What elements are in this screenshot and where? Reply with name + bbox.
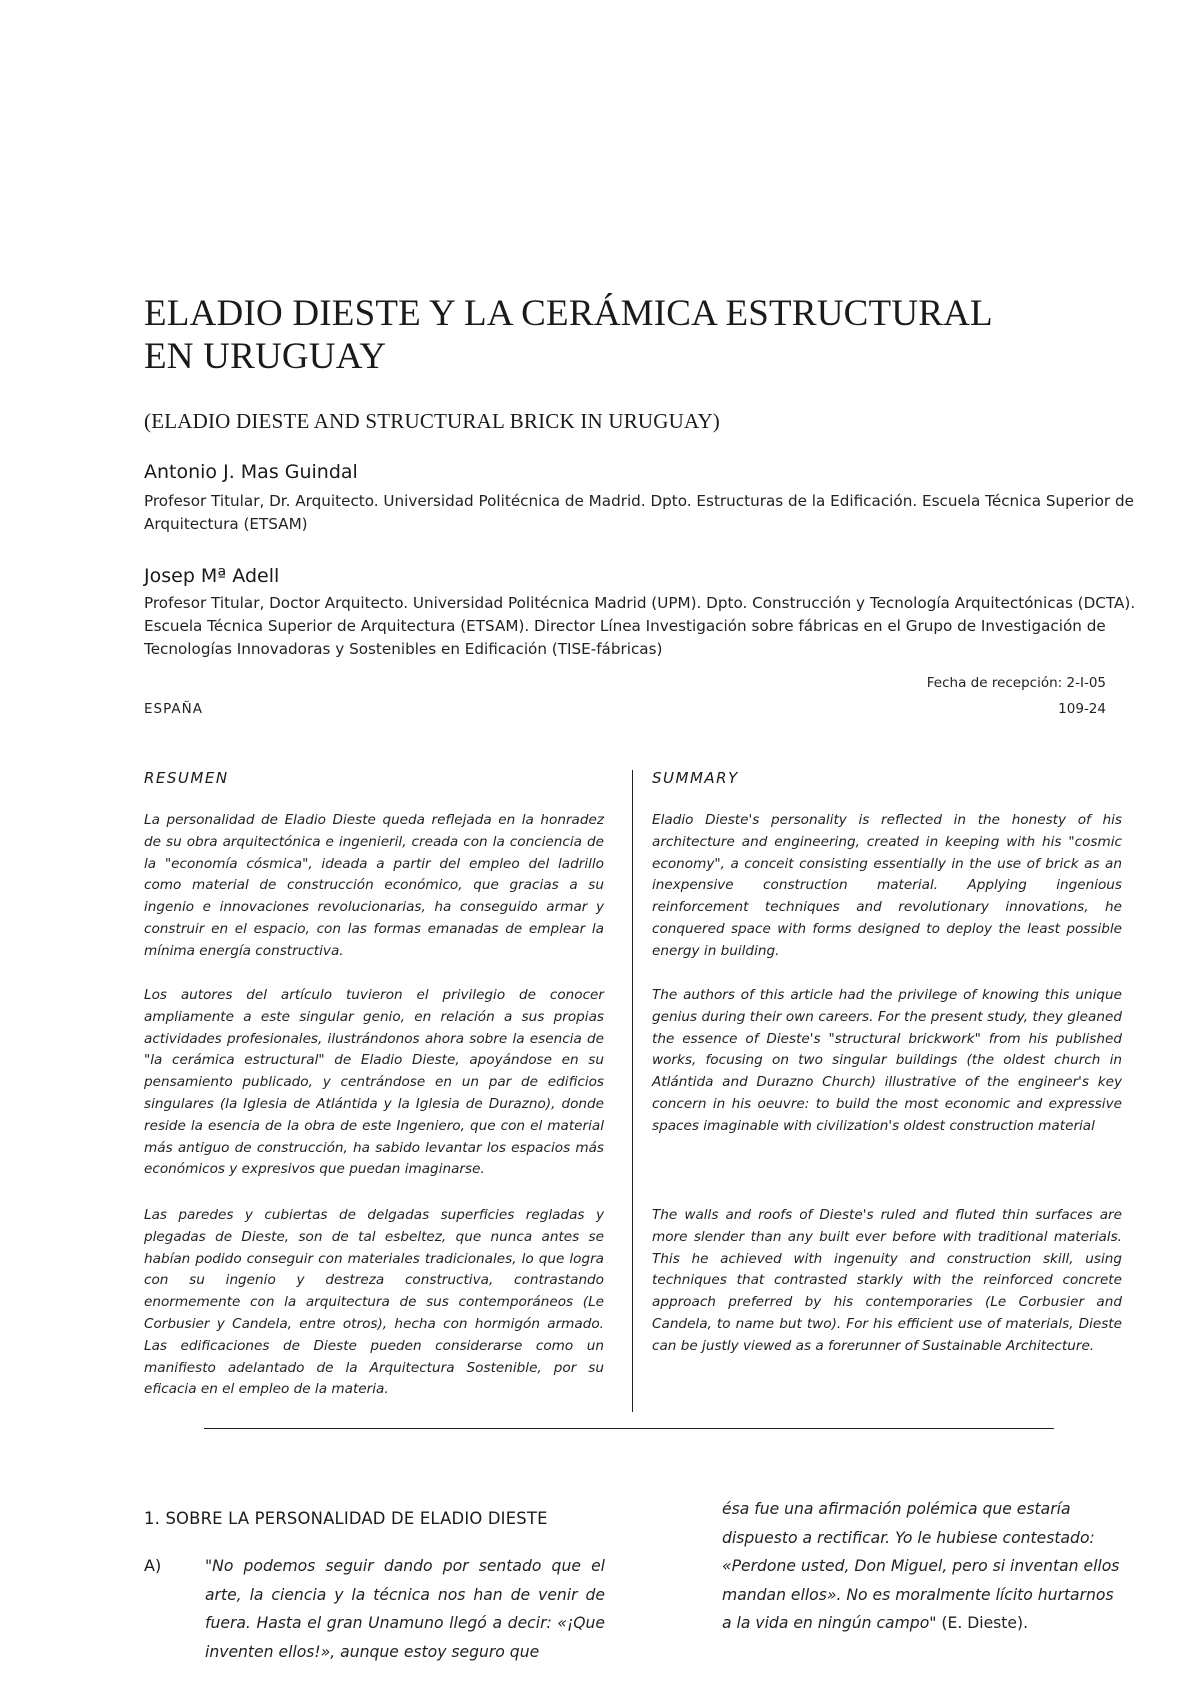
article-title	[144, 292, 1044, 378]
resumen-paragraph-2: Los autores del artículo tuvieron el privilegio de conocer ampliamente a este singular genio, en relación a sus propias actividades profesionales, ilustrándonos ahora sobre la esencia de "la cerámica estructural" de Eladio Dieste, apoyándose en su pensamiento publicado, y centrándose en un par de edificios singulares (la Iglesia de Atlántida y la Iglesia de Durazno), donde reside la esencia de la obra de este Ingeniero, que con el material más antiguo de construcción, ha sabido levantar los espacios más económicos y expresivos que puedan imaginarse.	[144, 987, 604, 1178]
author-affiliation-1: Profesor Titular, Dr. Arquitecto. Universidad Politécnica de Madrid. Dpto. Estructuras de la Edificación. Escuela Técnica Superior de Arquitectura (ETSAM)	[144, 492, 1134, 533]
summary-heading: SUMMARY	[652, 769, 739, 787]
resumen-paragraph-3: Las paredes y cubiertas de delgadas superficies regladas y plegadas de Dieste, son de tal esbeltez, que nunca antes se habían podido conseguir con materiales tradicionales, lo que logra con su ingenio y destreza constructiva, contrastando enormemente con la arquitectura de sus contemporáneos (Le Corbusier y Candela, entre otros), hecha con hormigón armado. Las edificaciones de Dieste pueden considerarse como un manifiesto adelantado de la Arquitectura Sostenible, por su eficacia en el empleo de la materia.	[144, 1207, 604, 1398]
horizontal-rule	[204, 1428, 1054, 1429]
received-date: Fecha de recepción: 2-I-05	[926, 675, 1106, 691]
section-heading: 1. SOBRE LA PERSONALIDAD DE ELADIO DIESTE	[144, 1509, 548, 1528]
resumen-heading: RESUMEN	[144, 769, 229, 787]
summary-paragraph-2: The authors of this article had the privilege of knowing this unique genius during their own careers. For the present study, they gleaned the essence of Dieste's "structural brickwork" from his published works, focusing on two singular buildings (the oldest church in Atlántida and Durazno Church) illustrative of the engineer's key concern in his oeuvre: to build the most economic and expressive spaces imaginable with civilization's oldest construction material	[652, 987, 1122, 1134]
title-line-2: EN URUGUAY	[144, 336, 387, 377]
quote-right	[722, 1495, 1122, 1638]
quote-attribution: (E. Dieste).	[941, 1614, 1029, 1632]
country-label: ESPAÑA	[144, 701, 203, 717]
author-affiliation-2: Profesor Titular, Doctor Arquitecto. Universidad Politécnica Madrid (UPM). Dpto. Construcción y Tecnología Arquitectónicas (DCTA). Escuela Técnica Superior de Arquitectura (ETSAM). Director Línea Investigación sobre fábricas en el Grupo de Investigación de Tecnologías Innovadoras y Sostenibles en Edificación (TISE-fábricas)	[144, 594, 1136, 658]
quote-left: "No podemos seguir dando por sentado que el arte, la ciencia y la técnica nos han de venir de fuera. Hasta el gran Unamuno llegó a decir: «¡Que inventen ellos!», aunque estoy seguro que	[205, 1557, 605, 1661]
article-code: 109-24	[1058, 701, 1106, 717]
resumen-paragraph-1: La personalidad de Eladio Dieste queda reflejada en la honradez de su obra arquitectónica e ingenieril, creada con la conciencia de la "economía cósmica", ideada a partir del empleo del ladrillo como material de construcción económico, que gracias a su ingenio e innovaciones revolucionarias, ha conseguido armar y construir en el espacio, con las formas emanadas de emplear la mínima energía constructiva.	[144, 812, 604, 959]
summary-paragraph-3: The walls and roofs of Dieste's ruled and fluted thin surfaces are more slender than any built ever before with traditional materials. This he achieved with ingenuity and construction skill, using techniques that contrasted starkly with the reinforced concrete approach preferred by his contemporaries (Le Corbusier and Candela, to name but two). For his efficient use of materials, Dieste can be justly viewed as a forerunner of Sustainable Architecture.	[652, 1207, 1122, 1354]
article-subtitle: (ELADIO DIESTE AND STRUCTURAL BRICK IN URUGUAY)	[144, 409, 720, 433]
title-line-1: ELADIO DIESTE Y LA CERÁMICA ESTRUCTURAL	[144, 293, 993, 334]
list-marker: A)	[144, 1556, 162, 1575]
quote-right-text: ésa fue una afirmación polémica que estaría dispuesto a rectificar. Yo le hubiese contestado: «Perdone usted, Don Miguel, pero si inventan ellos mandan ellos». No es moralmente lícito hurtarnos a la vida en ningún campo"	[722, 1500, 1120, 1632]
column-divider	[632, 770, 633, 1412]
summary-paragraph-1: Eladio Dieste's personality is reflected in the honesty of his architecture and engineering, created in keeping with his "cosmic economy", a conceit consisting essentially in the use of brick as an inexpensive construction material. Applying ingenious reinforcement techniques and revolutionary innovations, he conquered space with forms designed to deploy the least possible energy in building.	[652, 812, 1122, 959]
author-name-1: Antonio J. Mas Guindal	[144, 461, 358, 483]
author-name-2: Josep Mª Adell	[144, 565, 280, 587]
